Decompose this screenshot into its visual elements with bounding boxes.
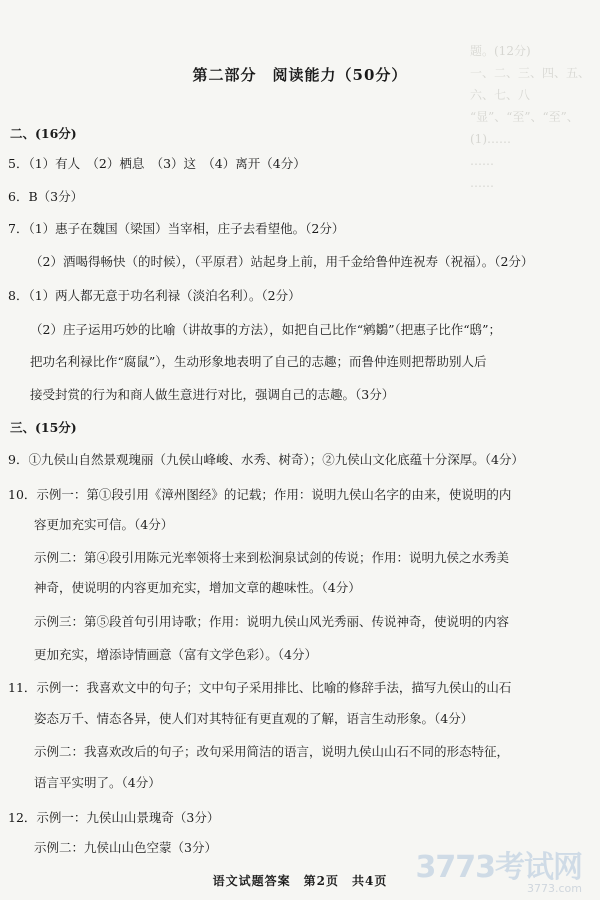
section-heading-2: 二、(16分) (10, 126, 77, 141)
answer-line-q12a: 12．示例一：九侯山山景瑰奇（3分） (8, 810, 220, 825)
bleed-line: …… (470, 154, 494, 168)
bleed-line: …… (470, 176, 494, 190)
answer-line-q6: 6．B（3分） (8, 189, 84, 204)
answer-line-q9: 9．①九侯山自然景观瑰丽（九侯山峰峻、水秀、树奇）；②九侯山文化底蕴十分深厚。（4分） (8, 452, 524, 467)
page-title: 第二部分 阅读能力（50分） (192, 66, 408, 84)
answer-line-q10a: 10．示例一：第①段引用《漳州图经》的记载；作用：说明九侯山名字的由来，使说明的内 (8, 487, 512, 502)
page-footer: 语文试题答案 第2页 共4页 (212, 874, 388, 888)
answer-line-q7a: 7．（1）惠子在魏国（梁国）当宰相，庄子去看望他。（2分） (8, 221, 345, 236)
answer-line-q11d: 语言平实明了。（4分） (34, 775, 161, 790)
answer-line-q5: 5．（1）有人 （2）栖息 （3）这 （4）离开（4分） (8, 156, 306, 171)
bleed-line: 题。(12分) (470, 44, 531, 58)
answer-line-q11b: 姿态万千、情态各异，使人们对其特征有更直观的了解，语言生动形象。（4分） (34, 711, 474, 726)
answer-line-q8a: 8．（1）两人都无意于功名利禄（淡泊名利）。（2分） (8, 288, 301, 303)
answer-line-q10d: 神奇，使说明的内容更加充实，增加文章的趣味性。（4分） (34, 580, 361, 595)
answer-line-q10f: 更加充实，增添诗情画意（富有文学色彩）。（4分） (34, 647, 317, 662)
section-heading-3: 三、(15分) (10, 420, 77, 435)
answer-line-q8c: 把功名利禄比作“腐鼠”），生动形象地表明了自己的志趣；而鲁仲连则把帮助别人后 (30, 354, 487, 369)
watermark-url: 3773.com (527, 882, 582, 895)
answer-line-q10c: 示例二：第④段引用陈元光率领将士来到松涧泉试剑的传说；作用：说明九侯之水秀美 (34, 550, 510, 565)
answer-line-q7b: （2）酒喝得畅快（的时候），（平原君）站起身上前，用千金给鲁仲连祝寿（祝福）。（2分） (30, 254, 534, 269)
answer-line-q11a: 11．示例一：我喜欢文中的句子；文中句子采用排比、比喻的修辞手法，描写九侯山的山石 (8, 680, 512, 695)
watermark-logo: 3773考试网 (415, 850, 582, 885)
bleed-line: (1)…… (470, 132, 511, 146)
bleed-line: 一、二、三、四、五、六、七、八 (470, 66, 591, 102)
answer-line-q10b: 容更加充实可信。（4分） (34, 517, 174, 532)
answer-line-q12b: 示例二：九侯山山色空蒙（3分） (34, 840, 217, 855)
answer-line-q10e: 示例三：第⑤段首句引用诗歌；作用：说明九侯山风光秀丽、传说神奇，使说明的内容 (34, 614, 510, 629)
bleed-line: “显”、“至”、“至”、 (470, 110, 579, 124)
answer-line-q11c: 示例二：我喜欢改后的句子；改句采用简洁的语言，说明九侯山山石不同的形态特征， (34, 744, 510, 759)
answer-line-q8d: 接受封赏的行为和商人做生意进行对比，强调自己的志趣。（3分） (30, 387, 395, 402)
answer-line-q8b: （2）庄子运用巧妙的比喻（讲故事的方法），如把自己比作“鹓鶵”（把惠子比作“鸱”； (30, 322, 502, 337)
